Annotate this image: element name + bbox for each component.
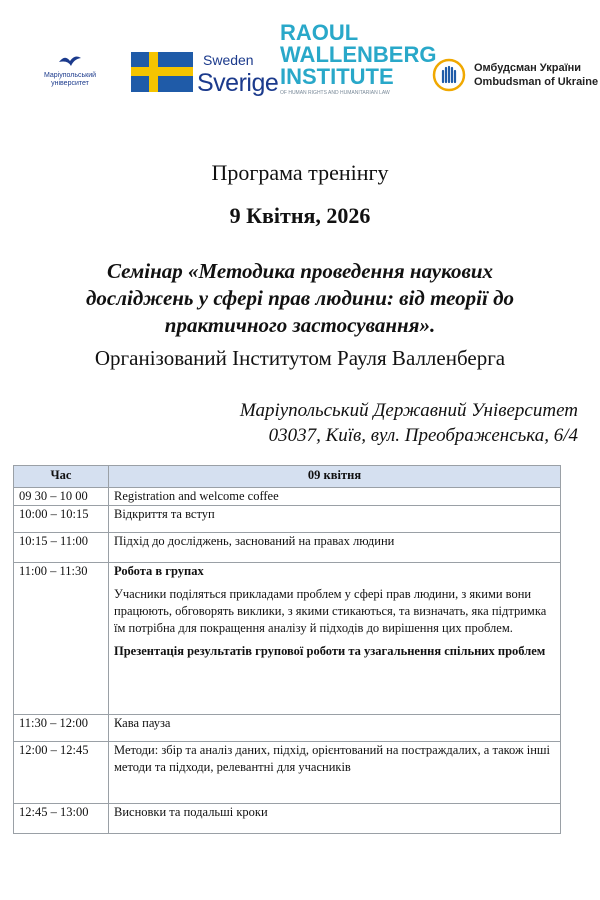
row-time: 11:30 – 12:00 [14, 715, 109, 742]
row-group-work [109, 563, 561, 715]
sweden-flag-icon [131, 52, 193, 92]
rwi-line1: RAOUL [280, 20, 359, 45]
row-title: Робота в групах [114, 564, 204, 578]
table-row [14, 804, 561, 834]
row-time: 09 30 – 10 00 [14, 488, 109, 506]
table-row [14, 742, 561, 804]
program-date: 9 Квітня, 2026 [229, 203, 371, 228]
ombudsman-en-text: Ombudsman of Ukraine [474, 76, 599, 88]
program-title: Програма тренінгу [211, 160, 389, 185]
header-time: Час [14, 466, 109, 488]
table-header-row [14, 466, 561, 488]
table-row [14, 488, 561, 506]
schedule-table [13, 465, 561, 834]
logo-bar [0, 22, 600, 112]
table-row [14, 715, 561, 742]
mariupol-university-name: Маріупольський університет [43, 72, 97, 87]
row-extra: Презентація результатів групової роботи та узагальнення спільних проблем [114, 644, 546, 658]
row-title: Відкриття та вступ [109, 506, 561, 533]
ombudsman-emblem-icon [432, 58, 466, 92]
venue-address: 03037, Київ, вул. Преображенська, 6/4 [268, 425, 578, 446]
sweden-sv-text: Sverige [197, 69, 279, 97]
rwi-line2: WALLENBERG [280, 42, 437, 67]
sweden-en-text: Sweden [203, 52, 254, 68]
seminar-line1: Семінар «Методика проведення наукових [106, 259, 494, 283]
rwi-logo [280, 22, 436, 96]
header-day: 09 квітня [109, 466, 561, 488]
table-row [14, 506, 561, 533]
ombudsman-ua-text: Омбудсман України [474, 62, 582, 74]
seminar-title [0, 258, 600, 339]
seminar-line2: досліджень у сфері прав людини: від теорії до [85, 286, 515, 310]
row-title: Методи: збір та аналіз даних, підхід, орієнтований на постраждалих, а також інші методи та підходи, релевантні для учасників [109, 742, 561, 804]
row-time: 12:00 – 12:45 [14, 742, 109, 804]
row-time: 10:15 – 11:00 [14, 533, 109, 563]
bird-icon [57, 52, 83, 70]
organizer-text: Організований Інститутом Рауля Валленберга [94, 346, 506, 370]
row-time: 10:00 – 10:15 [14, 506, 109, 533]
row-time: 11:00 – 11:30 [14, 563, 109, 715]
seminar-line3: практичного застосування». [164, 313, 436, 337]
row-time: 12:45 – 13:00 [14, 804, 109, 834]
row-title: Висновки та подальші кроки [109, 804, 561, 834]
venue [240, 398, 578, 448]
row-title: Кава пауза [109, 715, 561, 742]
rwi-tagline: OF HUMAN RIGHTS AND HUMANITARIAN LAW [280, 90, 390, 96]
row-title: Підхід до досліджень, заснований на правах людини [109, 533, 561, 563]
mariupol-university-logo [30, 52, 110, 88]
row-body: Учасники поділяться прикладами проблем у сфері прав людини, з якими вони працюють, обговорять виклики, з якими стикаються, та визначать, яка підтримка їм потрібна для покращення аналізу й підходів до вирішення цих проблем. [114, 587, 547, 635]
rwi-line3: INSTITUTE [280, 64, 394, 89]
table-row [14, 533, 561, 563]
table-row [14, 563, 561, 715]
venue-name: Маріупольський Державний Університет [239, 400, 578, 421]
row-title: Registration and welcome coffee [109, 488, 561, 506]
